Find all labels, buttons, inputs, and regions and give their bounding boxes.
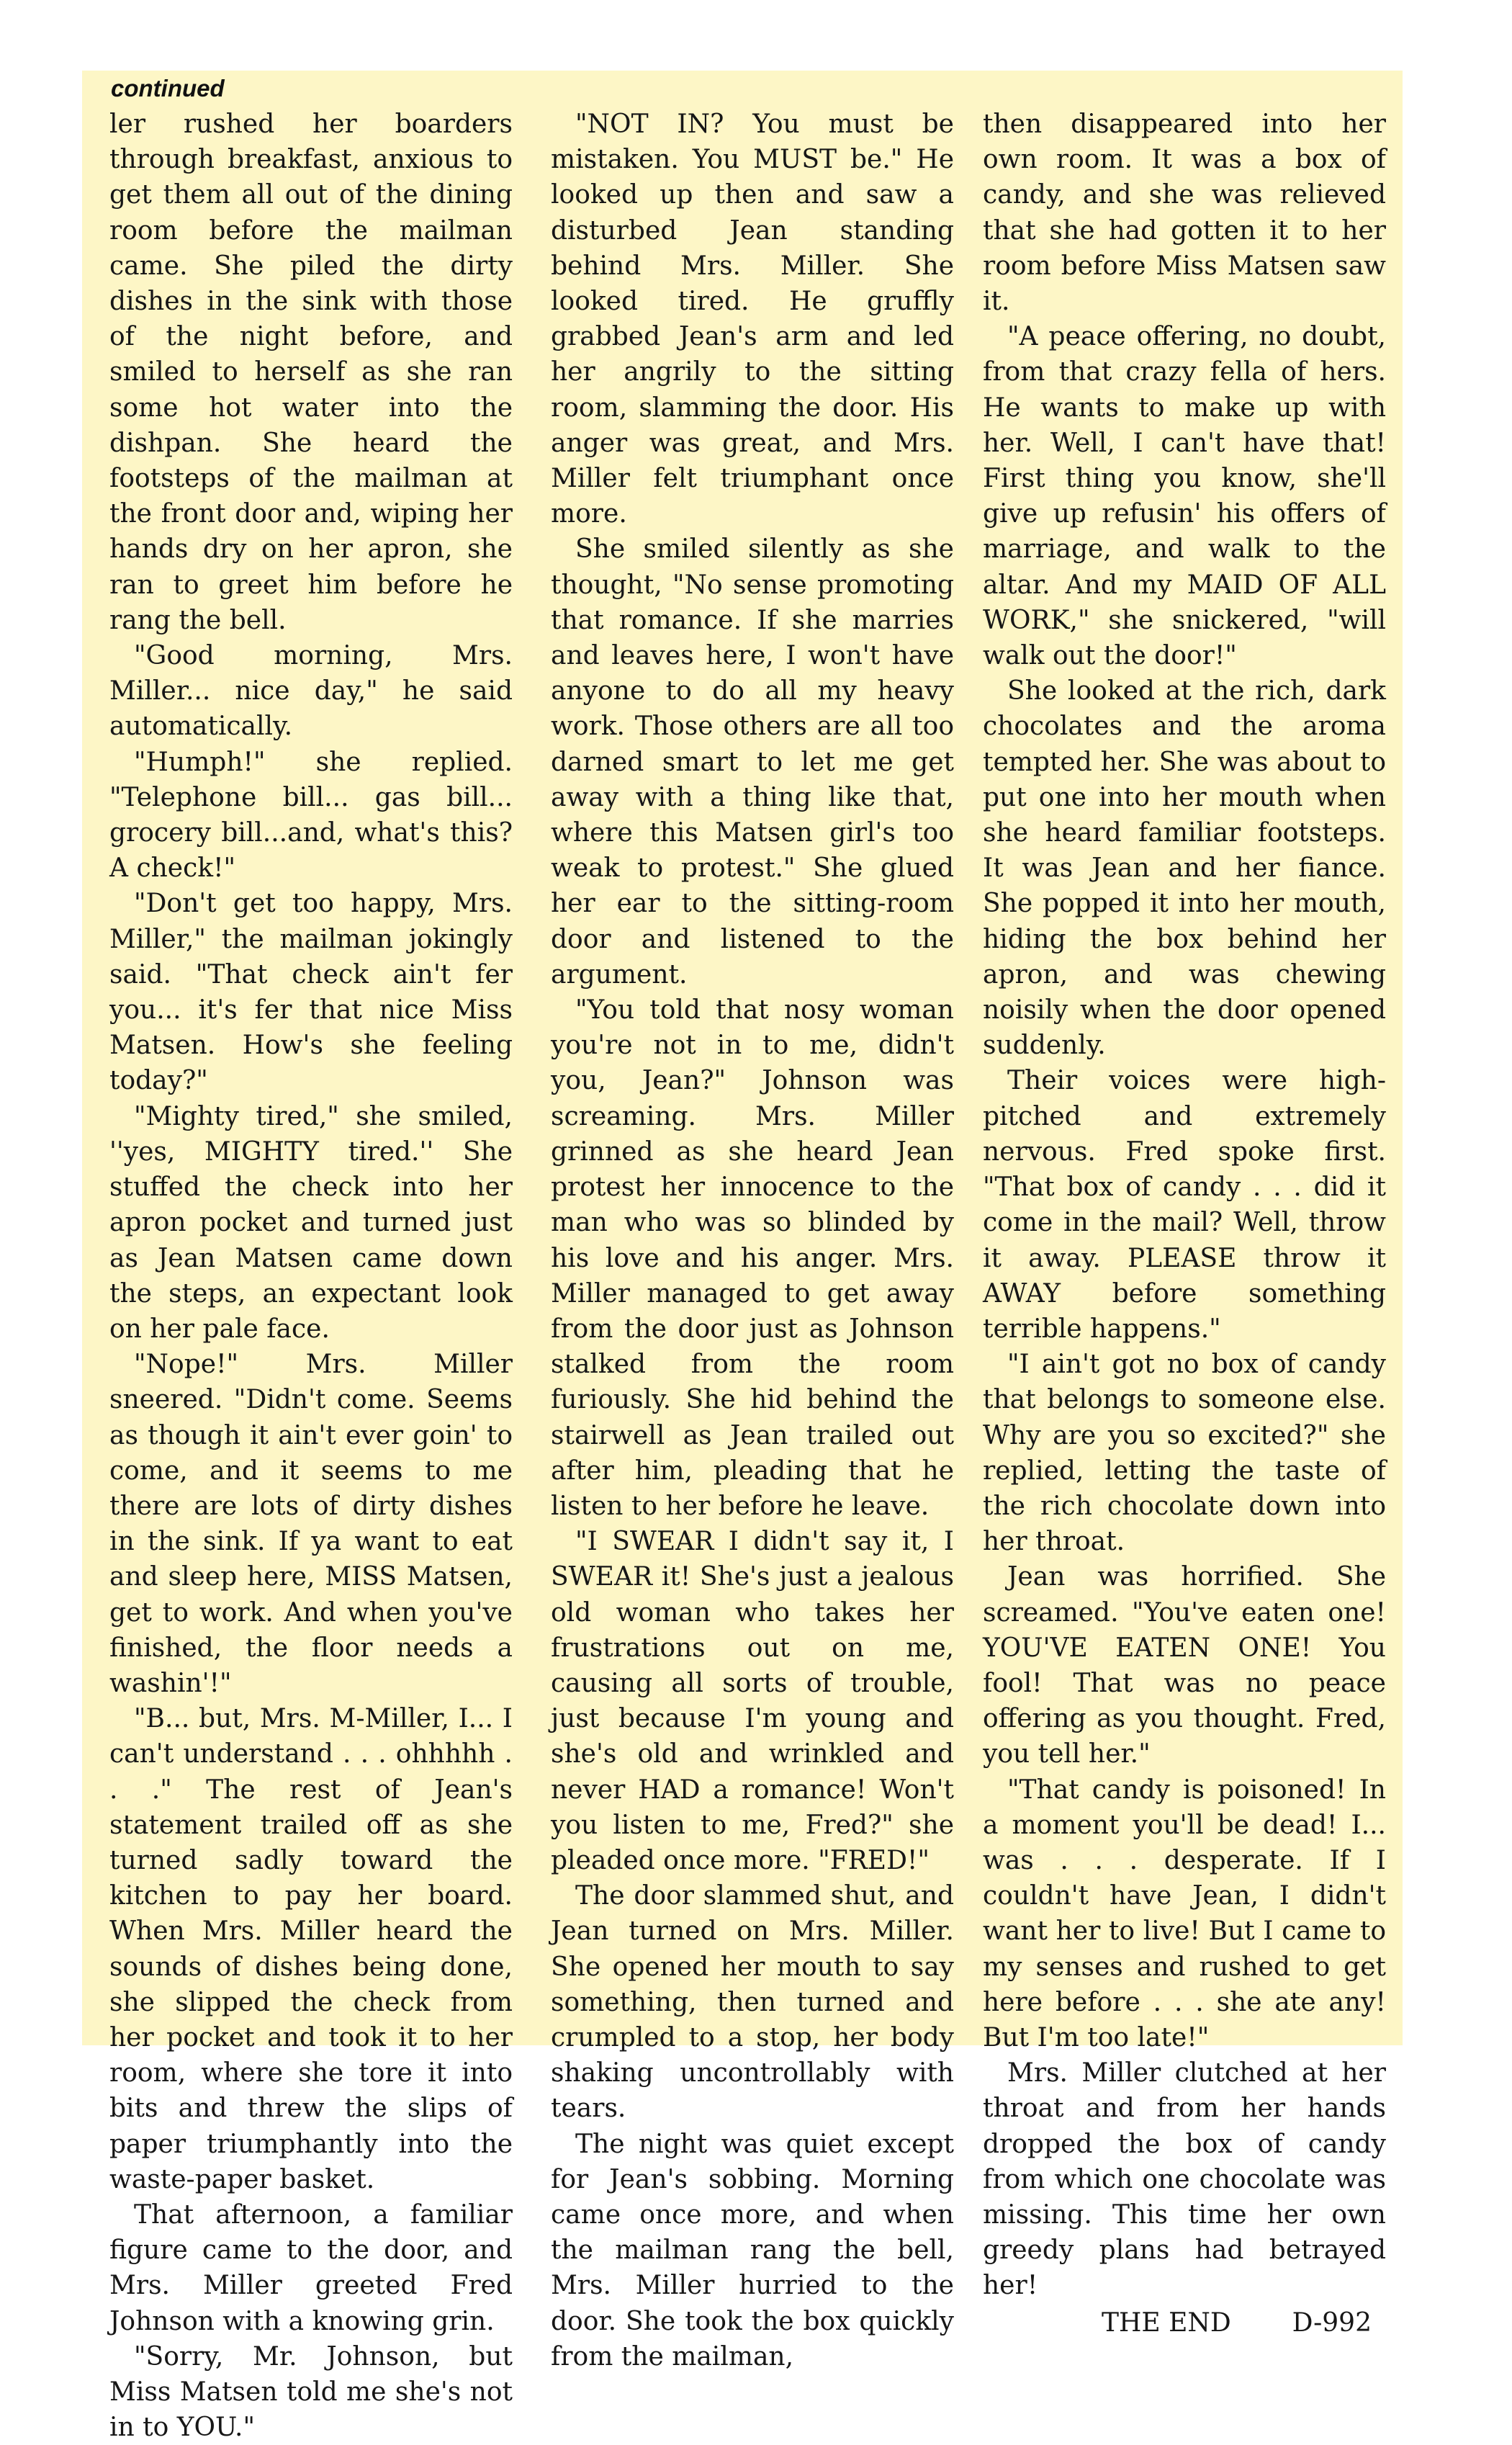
paragraph: then disappeared into her own room. It was a box of candy, and she was relieved that she had gotten it to her room before Miss Matsen saw it. bbox=[983, 109, 1386, 317]
continued-label: continued bbox=[111, 75, 225, 102]
text-column-1 bbox=[109, 107, 513, 2445]
paragraph: "Nope!" Mrs. Miller sneered. "Didn't come. Seems as though it ain't ever goin' to come, and it seems to me there are lots of dirty dishes in the sink. If ya want to eat and sleep here, MISS Matsen, get to work. And when you've finished, the floor needs a washin'!" bbox=[109, 1350, 513, 1698]
paragraph: She looked at the rich, dark chocolates and the aroma tempted her. She was about to put one into her mouth when she heard familiar footsteps. It was Jean and her fiance. She popped it into her mouth, hiding the box behind her apron, and was chewing noisily when the door opened suddenly. bbox=[983, 676, 1386, 1061]
paragraph: She smiled silently as she thought, "No sense promoting that romance. If she marries and leaves here, I won't have anyone to do all my heavy work. Those others are all too darned smart to let me get away with a thing like that, where this Matsen girl's too weak to protest." She glued her ear to the sitting-room door and listened to the argument. bbox=[551, 534, 954, 990]
paragraph: Their voices were high-pitched and extremely nervous. Fred spoke first. "That box of candy . . . did it come in the mail? Well, throw it away. PLEASE throw it AWAY before something terrible happens." bbox=[983, 1066, 1386, 1344]
paragraph: "I SWEAR I didn't say it, I SWEAR it! She's just a jealous old woman who takes her frustrations out on me, causing all sorts of trouble, just because I'm young and she's old and wrinkled and never HAD a romance! Won't you listen to me, Fred?" she pleaded once more. "FRED!" bbox=[551, 1527, 954, 1875]
paragraph: Jean was horrified. She screamed. "You've eaten one! YOU'VE EATEN ONE! You fool! That was no peace offering as you thought. Fred, you tell her." bbox=[983, 1562, 1386, 1769]
paragraph: "I ain't got no box of candy that belongs to someone else. Why are you so excited?" she replied, letting the taste of the rich chocolate down into her throat. bbox=[983, 1350, 1386, 1557]
paragraph: "Mighty tired," she smiled, ''yes, MIGHTY tired.'' She stuffed the check into her apron pocket and turned just as Jean Matsen came down the steps, an expectant look on her pale face. bbox=[109, 1101, 513, 1344]
paragraph: "Sorry, Mr. Johnson, but Miss Matsen told me she's not in to YOU." bbox=[109, 2341, 513, 2443]
paragraph: "That candy is poisoned! In a moment you'll be dead! I... was . . . desperate. If I couldn't have Jean, I didn't want her to live! But I came to my senses and rushed to get here before . . . she ate any! But I'm too late!" bbox=[983, 1775, 1386, 2053]
story-page bbox=[82, 71, 1403, 2443]
paragraph: Mrs. Miller clutched at her throat and from her hands dropped the box of candy from which one chocolate was missing. This time her own greedy plans had betrayed her! bbox=[983, 2058, 1386, 2301]
paragraph: The door slammed shut, and Jean turned on Mrs. Miller. She opened her mouth to say something, then turned and crumpled to a stop, her body shaking uncontrollably with tears. bbox=[551, 1881, 954, 2124]
the-end-label: THE END bbox=[1102, 2307, 1231, 2338]
end-line bbox=[983, 2305, 1386, 2341]
paragraph: "Humph!" she replied. "Telephone bill... gas bill... grocery bill...and, what's this? A check!" bbox=[109, 747, 513, 884]
paragraph: The night was quiet except for Jean's sobbing. Morning came once more, and when the mailman rang the bell, Mrs. Miller hurried to the door. She took the box quickly from the mailman, bbox=[551, 2129, 954, 2372]
paragraph: "NOT IN? You must be mistaken. You MUST be." He looked up then and saw a disturbed Jean standing behind Mrs. Miller. She looked tired. He gruffly grabbed Jean's arm and led her angrily to the sitting room, slamming the door. His anger was great, and Mrs. Miller felt triumphant once more. bbox=[551, 109, 954, 529]
paragraph: ler rushed her boarders through breakfast, anxious to get them all out of the dining room before the mailman came. She piled the dirty dishes in the sink with those of the night before, and smiled to herself as she ran some hot water into the dishpan. She heard the footsteps of the mailman at the front door and, wiping her hands dry on her apron, she ran to greet him before he rang the bell. bbox=[109, 109, 513, 635]
paragraph: "Good morning, Mrs. Miller... nice day," he said automatically. bbox=[109, 641, 513, 742]
story-code: D-992 bbox=[1292, 2307, 1372, 2338]
paragraph: That afternoon, a familiar figure came to the door, and Mrs. Miller greeted Fred Johnson with a knowing grin. bbox=[109, 2199, 513, 2336]
paragraph: "B... but, Mrs. M-Miller, I... I can't understand . . . ohhhhh . . ." The rest of Jean's statement trailed off as she turned sadly toward the kitchen to pay her board. When Mrs. Miller heard the sounds of dishes being done, she slipped the check from her pocket and took it to her room, where she tore it into bits and threw the slips of paper triumphantly into the waste-paper basket. bbox=[109, 1704, 513, 2194]
text-column-3 bbox=[983, 107, 1386, 2341]
paragraph: "A peace offering, no doubt, from that crazy fella of hers. He wants to make up with her. Well, I can't have that! First thing you know, she'll give up refusin' his offers of marriage, and walk to the altar. And my MAID OF ALL WORK," she snickered, "will walk out the door!" bbox=[983, 322, 1386, 671]
paragraph: "Don't get too happy, Mrs. Miller," the mailman jokingly said. "That check ain't fer you... it's fer that nice Miss Matsen. How's she feeling today?" bbox=[109, 889, 513, 1096]
text-column-2 bbox=[551, 107, 954, 2374]
paragraph: "You told that nosy woman you're not in to me, didn't you, Jean?" Johnson was screaming. Mrs. Miller grinned as she heard Jean protest her innocence to the man who was so blinded by his love and his anger. Mrs. Miller managed to get away from the door just as Johnson stalked from the room furiously. She hid behind the stairwell as Jean trailed out after him, pleading that he listen to her before he leave. bbox=[551, 995, 954, 1521]
